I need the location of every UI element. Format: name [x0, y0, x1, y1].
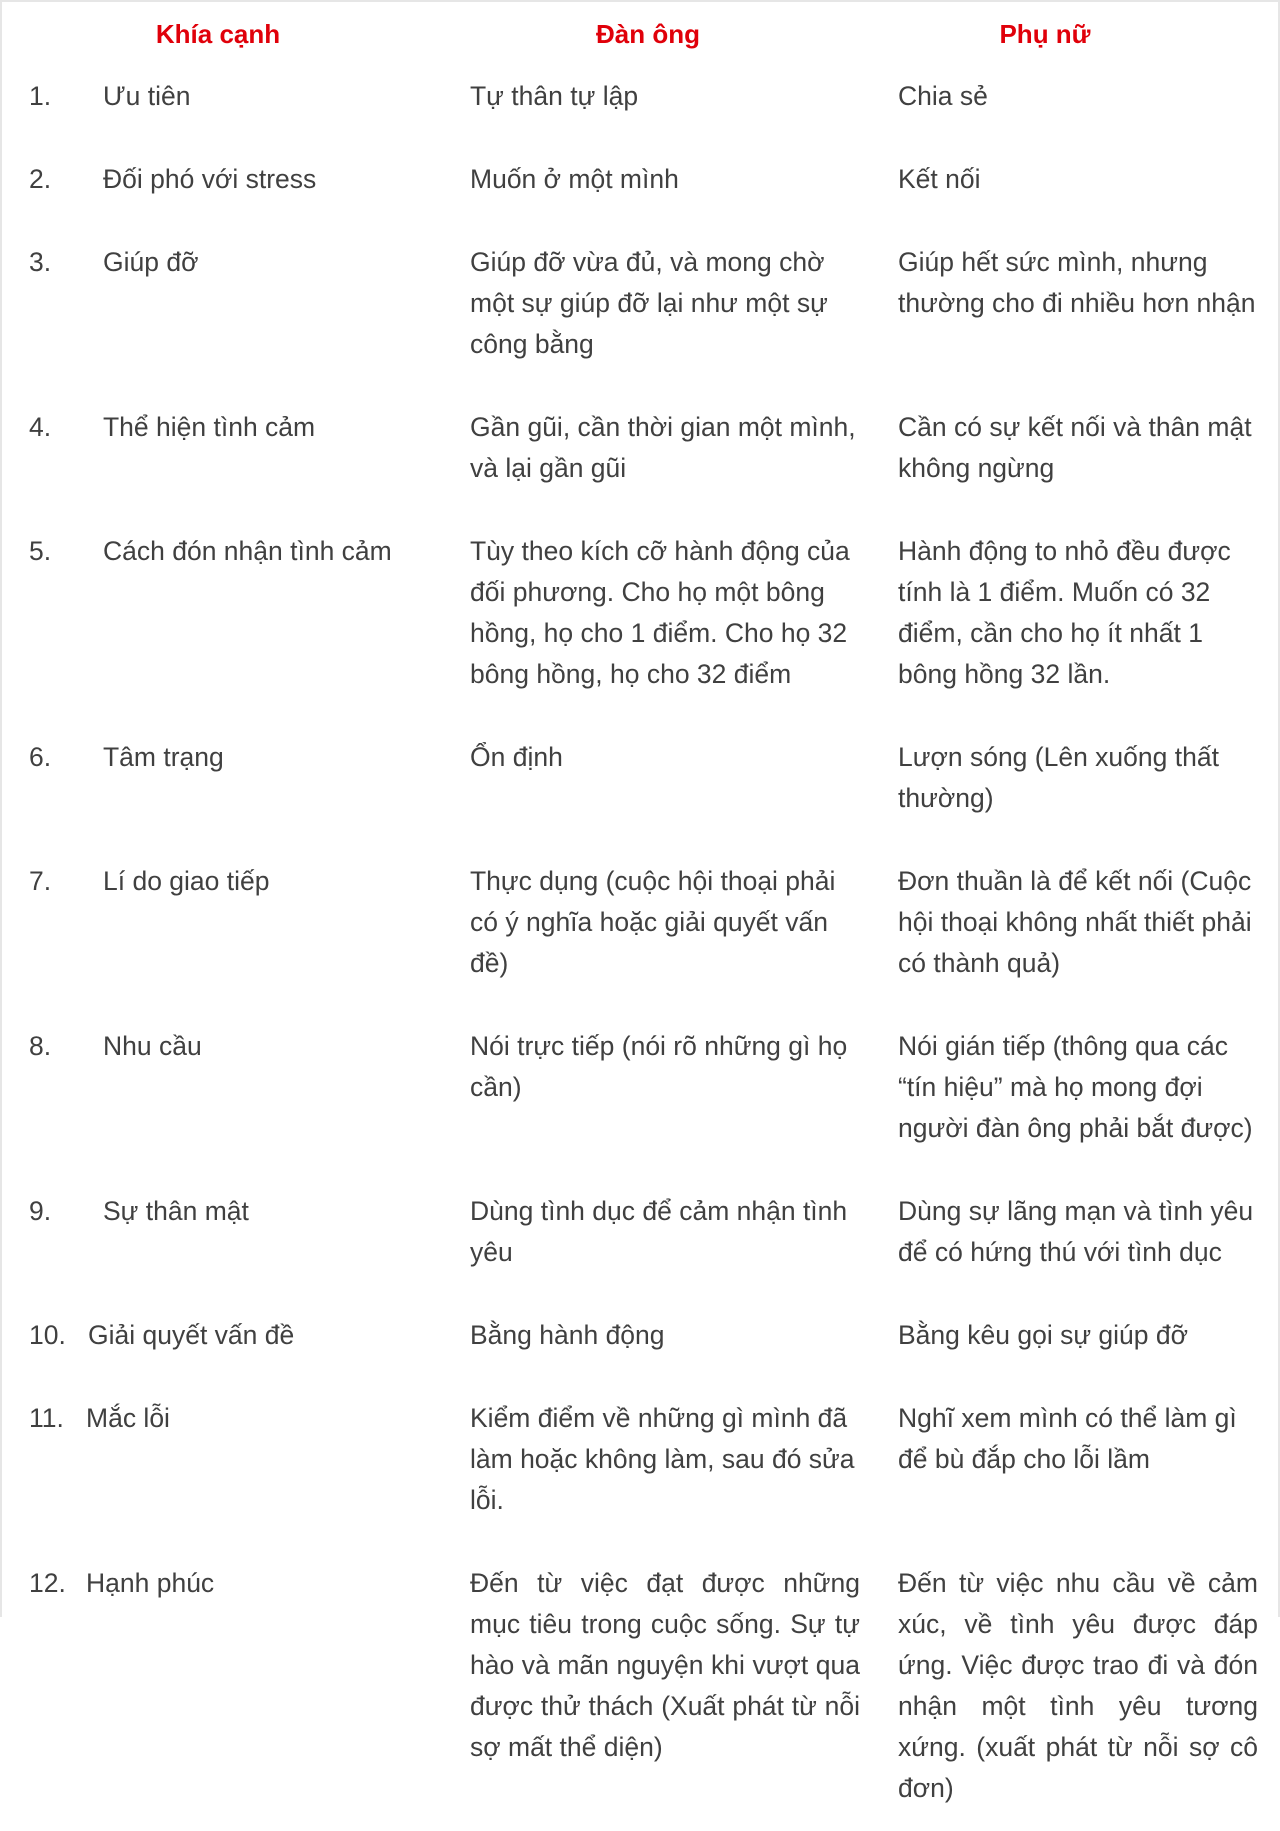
- cell-men: Bằng hành động: [470, 1320, 665, 1350]
- cell-aspect: [16, 222, 442, 387]
- table-row: [16, 1378, 1268, 1543]
- cell-women: Cần có sự kết nối và thân mật không ngừng: [898, 412, 1252, 483]
- cell-women: Bằng kêu gọi sự giúp đỡ: [898, 1320, 1188, 1350]
- aspect-label: Giúp đỡ: [103, 247, 199, 277]
- cell-aspect: [16, 1378, 442, 1543]
- cell-women: Hành động to nhỏ đều được tính là 1 điểm. Muốn có 32 điểm, cần cho họ ít nhất 1 bông hồng 32 lần.: [898, 536, 1231, 689]
- table-header: [16, 12, 1268, 56]
- cell-men: Kiểm điểm về những gì mình đã làm hoặc không làm, sau đó sửa lỗi.: [470, 1403, 855, 1515]
- cell-aspect: [16, 841, 442, 1006]
- cell-men: Dùng tình dục để cảm nhận tình yêu: [470, 1196, 848, 1267]
- aspect-label: Tâm trạng: [103, 742, 224, 772]
- table-row: [16, 511, 1268, 717]
- row-number: 12.: [29, 1568, 66, 1598]
- row-number: 4.: [29, 412, 52, 442]
- table-row: [16, 717, 1268, 841]
- cell-aspect: [16, 1543, 442, 1831]
- aspect-label: Mắc lỗi: [86, 1403, 170, 1433]
- cell-women: Đến từ việc nhu cầu về cảm xúc, về tình yêu được đáp ứng. Việc được trao đi và đón nhận một tình yêu tương xứng. (xuất phát từ nỗi sợ cô đơn): [898, 1568, 1258, 1803]
- table-row: [16, 387, 1268, 511]
- cell-men: Ổn định: [470, 742, 563, 772]
- cell-aspect: [16, 387, 442, 511]
- aspect-label: Sự thân mật: [103, 1196, 249, 1226]
- aspect-label: Cách đón nhận tình cảm: [103, 536, 392, 566]
- cell-women: Dùng sự lãng mạn và tình yêu để có hứng thú với tình dục: [898, 1196, 1254, 1267]
- cell-aspect: [16, 139, 442, 222]
- row-number: 6.: [29, 742, 52, 772]
- table-row: [16, 1006, 1268, 1171]
- cell-women: Giúp hết sức mình, nhưng thường cho đi nhiều hơn nhận: [898, 247, 1256, 318]
- header-row: [16, 12, 1268, 56]
- table-body: [16, 56, 1268, 1831]
- cell-men: Giúp đỡ vừa đủ, và mong chờ một sự giúp đỡ lại như một sự công bằng: [470, 247, 828, 359]
- row-number: 11.: [29, 1403, 64, 1433]
- cell-aspect: [16, 56, 442, 139]
- comparison-table: [16, 12, 1268, 1831]
- header-men: Đàn ông: [596, 18, 700, 49]
- cell-aspect: [16, 1295, 442, 1378]
- cell-aspect: [16, 511, 442, 717]
- aspect-label: Hạnh phúc: [86, 1568, 215, 1598]
- cell-aspect: [16, 1006, 442, 1171]
- cell-women: Lượn sóng (Lên xuống thất thường): [898, 742, 1219, 813]
- table-row: [16, 1295, 1268, 1378]
- header-women: Phụ nữ: [999, 18, 1091, 49]
- cell-men: Muốn ở một mình: [470, 164, 679, 194]
- row-number: 2.: [29, 164, 52, 194]
- cell-men: Nói trực tiếp (nói rõ những gì họ cần): [470, 1031, 848, 1102]
- cell-women: Nghĩ xem mình có thể làm gì để bù đắp cho lỗi lầm: [898, 1403, 1237, 1474]
- table-row: [16, 139, 1268, 222]
- cell-men: Thực dụng (cuộc hội thoại phải có ý nghĩa hoặc giải quyết vấn đề): [470, 866, 836, 978]
- aspect-label: Đối phó với stress: [103, 164, 317, 194]
- table-row: [16, 1171, 1268, 1295]
- table-row: [16, 1543, 1268, 1831]
- header-aspect: Khía cạnh: [155, 18, 281, 49]
- aspect-label: Giải quyết vấn đề: [88, 1320, 295, 1350]
- cell-men: Gần gũi, cần thời gian một mình, và lại gần gũi: [470, 412, 856, 483]
- row-number: 7.: [29, 866, 52, 896]
- table-row: [16, 841, 1268, 1006]
- row-number: 9.: [29, 1196, 52, 1226]
- row-number: 1.: [29, 81, 52, 111]
- cell-men: Tùy theo kích cỡ hành động của đối phương. Cho họ một bông hồng, họ cho 1 điểm. Cho họ 32 bông hồng, họ cho 32 điểm: [470, 536, 850, 689]
- cell-women: Kết nối: [898, 164, 981, 194]
- cell-women: Đơn thuần là để kết nối (Cuộc hội thoại không nhất thiết phải có thành quả): [898, 866, 1252, 978]
- row-number: 5.: [29, 536, 52, 566]
- cell-aspect: [16, 717, 442, 841]
- row-number: 3.: [29, 247, 52, 277]
- cell-aspect: [16, 1171, 442, 1295]
- aspect-label: Thể hiện tình cảm: [103, 412, 316, 442]
- table-row: [16, 56, 1268, 139]
- aspect-label: Nhu cầu: [103, 1031, 202, 1061]
- table-row: [16, 222, 1268, 387]
- cell-women: Nói gián tiếp (thông qua các “tín hiệu” mà họ mong đợi người đàn ông phải bắt được): [898, 1031, 1253, 1143]
- cell-men: Đến từ việc đạt được những mục tiêu trong cuộc sống. Sự tự hào và mãn nguyện khi vượt qua được thử thách (Xuất phát từ nỗi sợ mất thể diện): [470, 1568, 860, 1762]
- aspect-label: Lí do giao tiếp: [103, 866, 270, 896]
- aspect-label: Ưu tiên: [103, 81, 191, 111]
- cell-women: Chia sẻ: [898, 81, 988, 111]
- row-number: 10.: [29, 1320, 66, 1350]
- cell-men: Tự thân tự lập: [470, 81, 639, 111]
- row-number: 8.: [29, 1031, 52, 1061]
